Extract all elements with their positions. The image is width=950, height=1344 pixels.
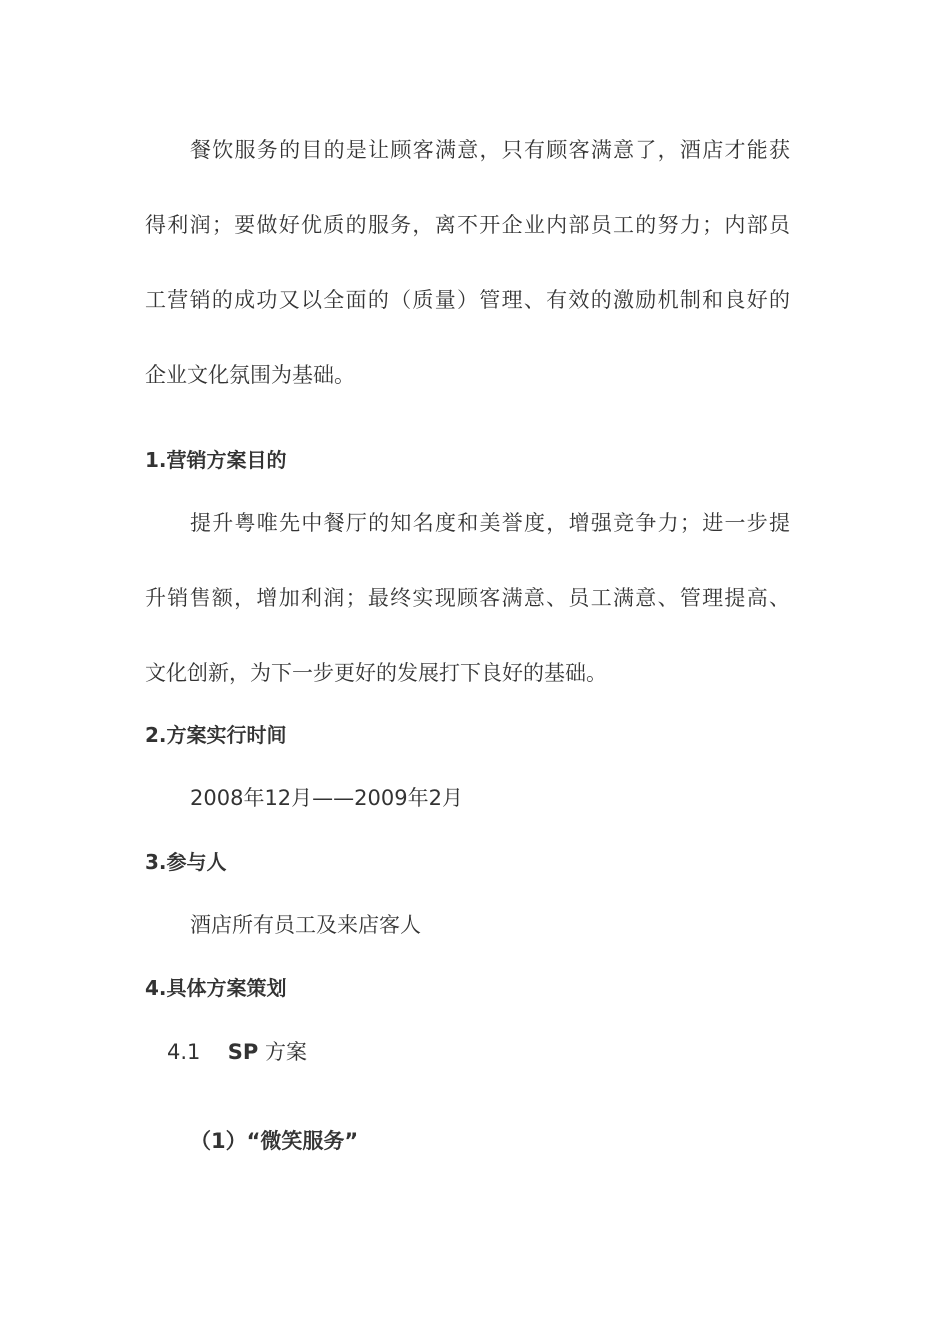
section-3-text: 酒店所有员工及来店客人 <box>190 913 421 937</box>
section-1-line-3: 文化创新，为下一步更好的发展打下良好的基础。 <box>145 661 607 685</box>
item-1-heading: （1）“微笑服务” <box>190 1129 359 1153</box>
section-4-heading: 4.具体方案策划 <box>145 976 287 1000</box>
section-3-heading: 3.参与人 <box>145 850 227 874</box>
section-2-text: 2008年12月——2009年2月 <box>190 786 463 810</box>
section-1-line-1: 提升粤唯先中餐厅的知名度和美誉度，增强竞争力；进一步提 <box>190 511 790 535</box>
intro-line-3: 工营销的成功又以全面的（质量）管理、有效的激励机制和良好的 <box>145 288 790 312</box>
subsection-title: 方案 <box>264 1040 307 1064</box>
intro-line-2: 得利润；要做好优质的服务，离不开企业内部员工的努力；内部员 <box>145 213 790 237</box>
intro-line-1: 餐饮服务的目的是让顾客满意，只有顾客满意了，酒店才能获 <box>190 138 790 162</box>
intro-line-4: 企业文化氛围为基础。 <box>145 363 355 387</box>
subsection-number: 4.1 <box>167 1040 201 1064</box>
subsection-4-1 <box>167 1038 307 1066</box>
section-1-line-2: 升销售额，增加利润；最终实现顾客满意、员工满意、管理提高、 <box>145 586 790 610</box>
section-1-heading: 1.营销方案目的 <box>145 448 287 472</box>
section-2-heading: 2.方案实行时间 <box>145 723 287 747</box>
subsection-title-sp: SP <box>227 1040 259 1064</box>
